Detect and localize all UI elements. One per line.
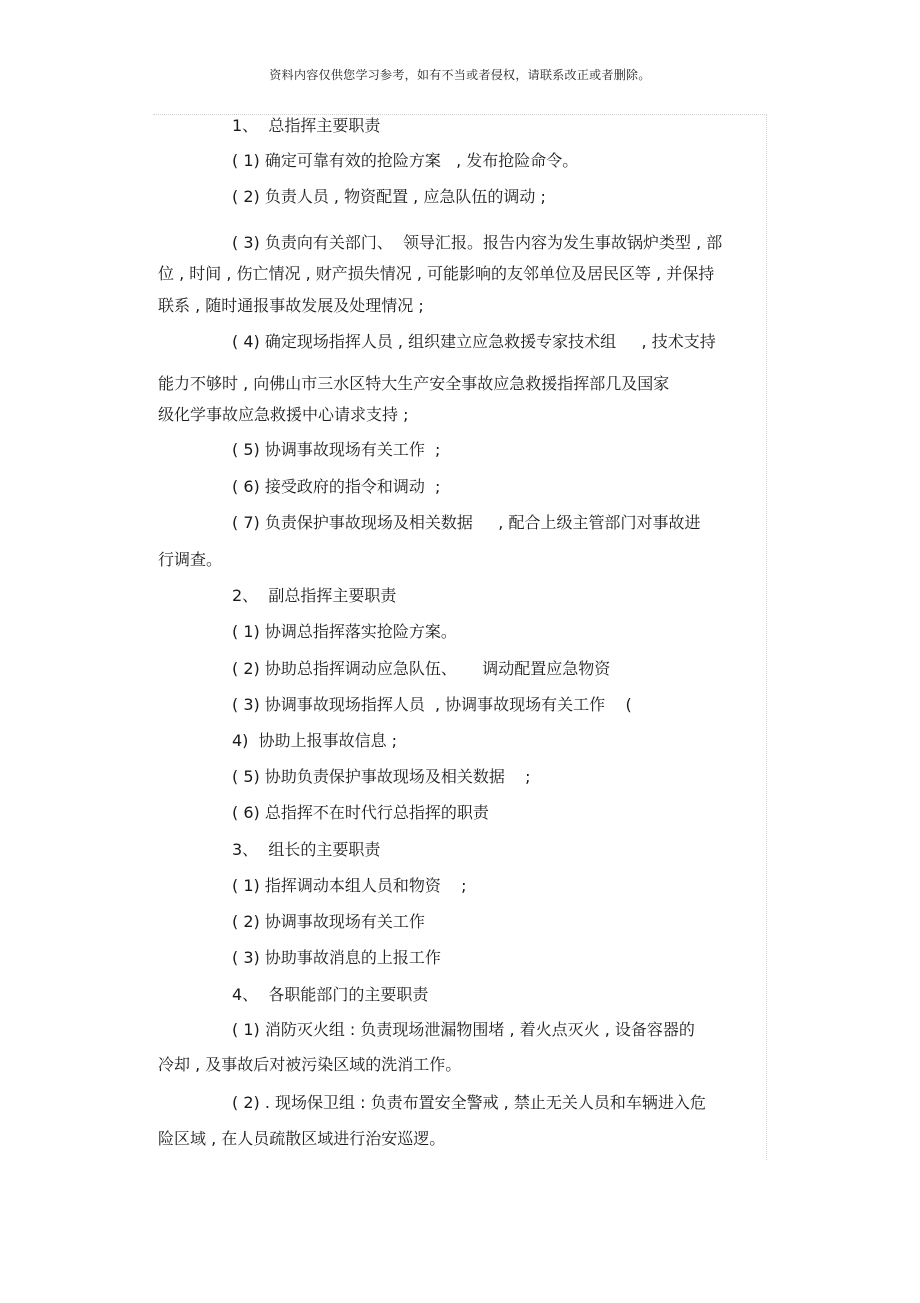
section-heading-2: 2、 副总指挥主要职责 [232, 586, 397, 605]
paragraph-line: 级化学事故应急救援中心请求支持 ; [158, 405, 409, 424]
content-frame-top-rule [153, 114, 767, 115]
paragraph-line: ( 7) 负责保护事故现场及相关数据 , 配合上级主管部门对事故进 [232, 513, 701, 532]
paragraph-line: ( 3) 负责向有关部门、 领导汇报。报告内容为发生事故锅炉类型 , 部 [232, 233, 723, 252]
paragraph-line: ( 5) 协助负责保护事故现场及相关数据 ; [232, 767, 531, 786]
paragraph-line: ( 2) 协调事故现场有关工作 [232, 912, 425, 931]
header-note: 资料内容仅供您学习参考，如有不当或者侵权，请联系改正或者删除。 [269, 68, 651, 82]
paragraph-line: ( 6) 总指挥不在时代行总指挥的职责 [232, 803, 489, 822]
section-heading-3: 3、 组长的主要职责 [232, 840, 381, 859]
paragraph-line: ( 2) . 现场保卫组 : 负责布置安全警戒 , 禁止无关人员和车辆进入危 [232, 1093, 706, 1112]
paragraph-line: ( 1) 协调总指挥落实抢险方案。 [232, 622, 457, 641]
paragraph-line: ( 4) 确定现场指挥人员 , 组织建立应急救援专家技术组 , 技术支持 [232, 332, 716, 351]
paragraph-line: 位 , 时间 , 伤亡情况 , 财产损失情况 , 可能影响的友邻单位及居民区等 , 并保持 [158, 264, 715, 283]
paragraph-line: 能力不够时 , 向佛山市三水区特大生产安全事故应急救援指挥部几及国家 [158, 374, 670, 393]
section-heading-1: 1、 总指挥主要职责 [232, 116, 381, 135]
paragraph-line: ( 2) 协助总指挥调动应急队伍、 调动配置应急物资 [232, 659, 611, 678]
paragraph-line: ( 2) 负责人员 , 物资配置 , 应急队伍的调动 ; [232, 187, 546, 206]
section-heading-4: 4、 各职能部门的主要职责 [232, 985, 429, 1004]
paragraph-line: ( 3) 协调事故现场指挥人员 , 协调事故现场有关工作 ( [232, 695, 632, 714]
paragraph-line: 4) 协助上报事故信息 ; [232, 731, 398, 750]
content-frame-right-rule [766, 114, 767, 1160]
paragraph-line: ( 1) 消防灭火组 : 负责现场泄漏物围堵 , 着火点灭火 , 设备容器的 [232, 1020, 695, 1039]
paragraph-line: ( 1) 指挥调动本组人员和物资 ; [232, 876, 467, 895]
paragraph-line: 行调查。 [158, 550, 223, 569]
paragraph-line: 联系 , 随时通报事故发展及处理情况 ; [158, 296, 424, 315]
paragraph-line: ( 3) 协助事故消息的上报工作 [232, 948, 441, 967]
paragraph-line: 险区域 , 在人员疏散区域进行治安巡逻。 [158, 1129, 446, 1148]
paragraph-line: ( 1) 确定可靠有效的抢险方案 , 发布抢险命令。 [232, 151, 579, 170]
paragraph-line: ( 5) 协调事故现场有关工作 ; [232, 440, 441, 459]
paragraph-line: 冷却 , 及事故后对被污染区域的洗消工作。 [158, 1055, 462, 1074]
paragraph-line: ( 6) 接受政府的指令和调动 ; [232, 477, 441, 496]
